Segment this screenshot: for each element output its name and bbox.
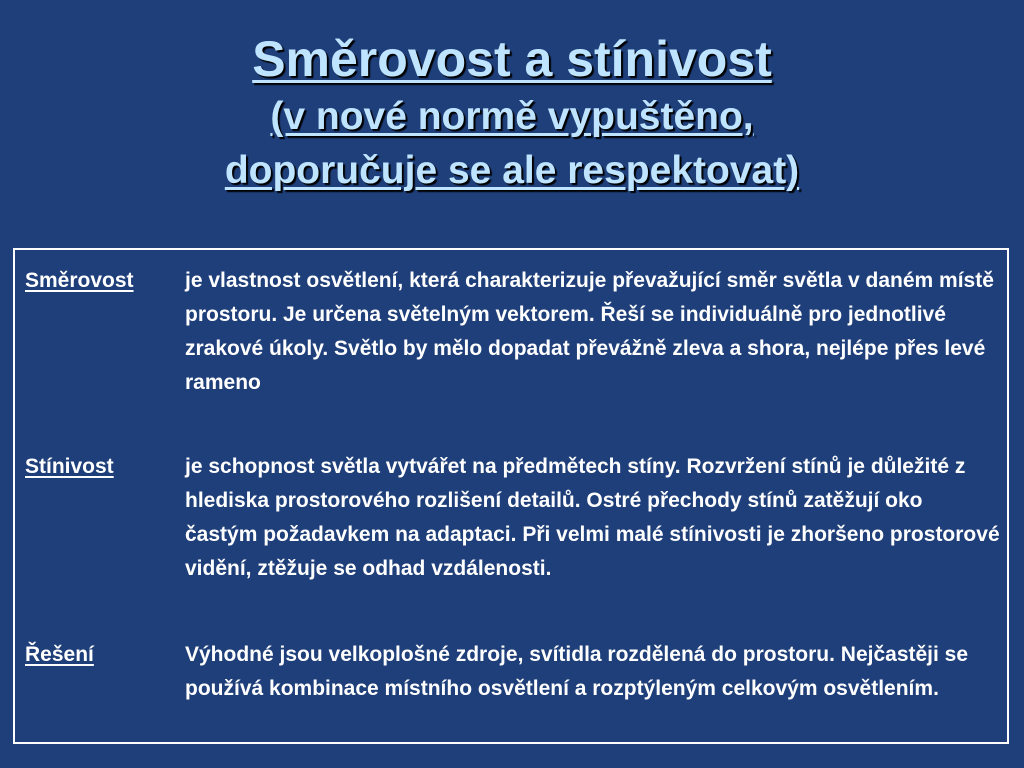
term-stinivost: Stínivost — [25, 455, 114, 478]
title-subtitle-line2: doporučuje se ale respektovat) — [224, 149, 800, 192]
title-main: Směrovost a stínivost — [252, 31, 772, 87]
term-reseni: Řešení — [25, 643, 94, 666]
definition-smerovost: je vlastnost osvětlení, která charakterizuje převažující směr světla v daném místě prostoru. Je určena světelným vektorem. Řeší se individuálně pro jednotlivé zrakové úkoly. Světlo by mělo dopadat převážně zleva a shora, nejlépe přes levé rameno — [185, 269, 994, 394]
definition-reseni: Výhodné jsou velkoplošné zdroje, svítidla rozdělená do prostoru. Nejčastěji se používá kombinace místního osvětlení a rozptýleným celkovým osvětlením. — [185, 643, 969, 700]
slide-title — [0, 28, 1024, 198]
definition-stinivost: je schopnost světla vytvářet na předmětech stíny. Rozvržení stínů je důležité z hlediska prostorového rozlišení detailů. Ostré přechody stínů zatěžují oko častým požadavkem na adaptaci. Při velmi malé stínivosti je zhoršeno prostorové vidění, ztěžuje se odhad vzdálenosti. — [185, 455, 1000, 580]
title-subtitle-line1: (v nové normě vypuštěno, — [270, 95, 754, 138]
definition-table — [13, 248, 1009, 744]
term-smerovost: Směrovost — [25, 269, 134, 292]
